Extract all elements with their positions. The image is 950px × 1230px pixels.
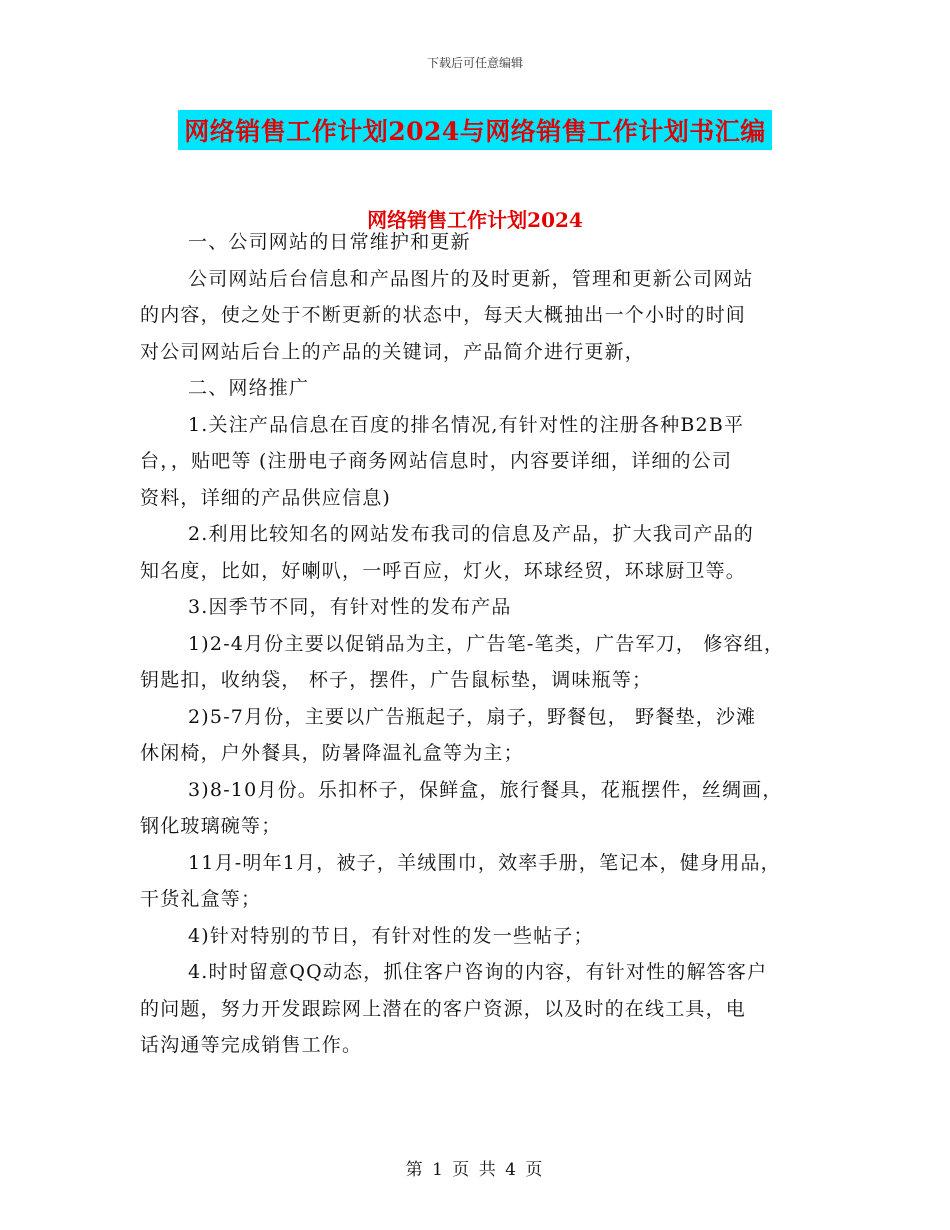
paragraph-line: 对公司网站后台上的产品的关键词，产品简介进行更新， [140, 340, 646, 363]
paragraph-line: 干货礼盒等； [140, 888, 262, 910]
paragraph [140, 407, 830, 517]
title-container [0, 110, 950, 150]
paragraph-line: 钢化玻璃碗等； [140, 815, 282, 837]
paragraph [140, 845, 830, 918]
paragraph-line: 4.时时留意QQ动态，抓住客户咨询的内容，有针对性的解答客户 [188, 961, 768, 983]
paragraph-line: 1)2-4月份主要以促销品为主，广告笔-笔类，广告军刀， 修容组， [188, 632, 785, 655]
paragraph-line: 资料，详细的产品供应信息) [140, 486, 392, 509]
paragraph [140, 589, 830, 626]
paragraph-line: 钥匙扣，收纳袋， 杯子，摆件，广告鼠标垫，调味瓶等； [140, 669, 653, 691]
document-body [140, 224, 830, 1064]
paragraph-line: 二、网络推广 [188, 377, 310, 399]
paragraph-line: 的内容，使之处于不断更新的状态中，每天大概抽出一个小时的时间 [140, 304, 747, 326]
paragraph-line: 台，，贴吧等 (注册电子商务网站信息时，内容要详细，详细的公司 [140, 450, 733, 472]
paragraph [140, 626, 830, 699]
paragraph-line: 3)8-10月份。乐扣杯子，保鲜盒，旅行餐具，花瓶摆件，丝绸画， [188, 778, 783, 801]
paragraph-line: 11月-明年1月，被子，羊绒围巾，效率手册，笔记本，健身用品， [188, 851, 781, 874]
paragraph-line: 话沟通等完成销售工作。 [140, 1034, 363, 1056]
paragraph-line: 4)针对特别的节日，有针对性的发一些帖子； [188, 924, 594, 947]
paragraph-line: 一、公司网站的日常维护和更新 [188, 231, 471, 253]
paragraph-line: 知名度，比如，好喇叭，一呼百应，灯火，环球经贸，环球厨卫等。 [140, 559, 747, 582]
paragraph-line: 2)5-7月份，主要以广告瓶起子，扇子，野餐包， 野餐垫，沙滩 [188, 705, 757, 728]
paragraph [140, 699, 830, 772]
page-header: 下载后可任意编辑 [426, 56, 523, 70]
document-title: 网络销售工作计划2024与网络销售工作计划书汇编 [178, 110, 772, 150]
paragraph-line: 3.因季节不同，有针对性的发布产品 [188, 596, 512, 618]
paragraph [140, 516, 830, 589]
paragraph [140, 772, 830, 845]
paragraph-line: 的问题，努力开发跟踪网上潜在的客户资源，以及时的在线工具，电 [140, 997, 747, 1020]
page-footer: 第 1 页 共 4 页 [405, 1160, 545, 1180]
paragraph [140, 261, 830, 371]
paragraph [140, 918, 830, 955]
paragraph [140, 954, 830, 1064]
paragraph [140, 224, 830, 261]
paragraph-line: 2.利用比较知名的网站发布我司的信息及产品，扩大我司产品的 [188, 523, 754, 545]
paragraph [140, 370, 830, 407]
section-title: 网络销售工作计划2024 [367, 208, 583, 232]
paragraph-line: 休闲椅，户外餐具，防暑降温礼盒等为主； [140, 742, 524, 764]
paragraph-line: 公司网站后台信息和产品图片的及时更新，管理和更新公司网站 [188, 267, 754, 290]
paragraph-line: 1.关注产品信息在百度的排名情况,有针对性的注册各种B2B平 [188, 413, 745, 436]
